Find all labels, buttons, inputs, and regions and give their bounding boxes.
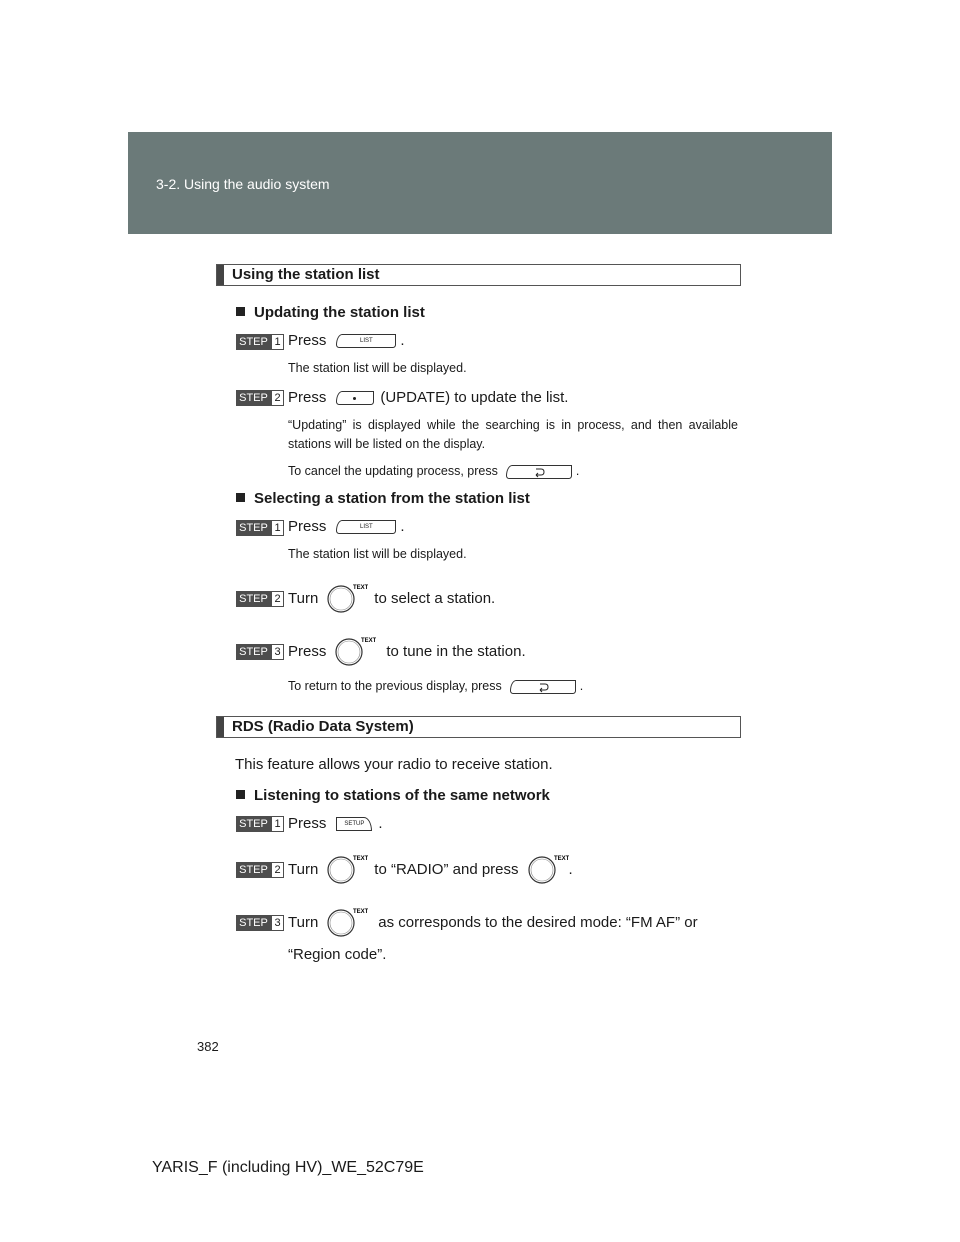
square-bullet-icon: [236, 307, 245, 316]
step-label: STEP: [236, 591, 271, 607]
svg-text:TEXT: TEXT: [353, 909, 369, 915]
instruction-text: Press: [288, 642, 327, 660]
step-number: 1: [271, 334, 284, 350]
instruction-text: as corresponds to the desired mode: “FM AF” or: [378, 913, 698, 931]
model-code: YARIS_F (including HV)_WE_52C79E: [152, 1159, 424, 1176]
step-instruction-continued: “Region code”.: [288, 946, 387, 963]
tune-knob-icon: [527, 853, 569, 885]
square-bullet-icon: [236, 790, 245, 799]
instruction-text: to “RADIO” and press: [374, 860, 519, 878]
note-text: “Updating” is displayed while the searching is in process, and then available stations will be listed on the display.: [288, 418, 738, 451]
subheading-text: Selecting a station from the station list: [254, 490, 530, 507]
svg-text:TEXT: TEXT: [353, 856, 369, 862]
step-number: 2: [271, 862, 284, 878]
subheading-text: Updating the station list: [254, 304, 425, 321]
note-text: [288, 462, 579, 481]
step-badge: [236, 591, 284, 607]
note-text-part: To return to the previous display, press: [288, 679, 502, 693]
section-heading-rds: [216, 716, 741, 738]
step-number: 2: [271, 390, 284, 406]
step-number: 3: [271, 915, 284, 931]
step-badge: [236, 520, 284, 536]
heading-bar: [217, 265, 224, 285]
step-instruction: [288, 332, 405, 349]
step-badge: [236, 390, 284, 406]
instruction-text: to tune in the station.: [386, 642, 526, 660]
note-text: The station list will be displayed.: [288, 361, 467, 375]
step-label: STEP: [236, 390, 271, 406]
tune-knob-icon: [326, 906, 368, 938]
instruction-text: Press: [288, 389, 327, 406]
step-badge: [236, 816, 284, 832]
instruction-text: (UPDATE) to update the list.: [380, 389, 569, 406]
instruction-text: Press: [288, 332, 327, 349]
back-button-icon: [510, 680, 576, 694]
step-number: 3: [271, 644, 284, 660]
tune-knob-icon: [326, 853, 368, 885]
instruction-text: Press: [288, 518, 327, 535]
step-instruction: [288, 635, 526, 667]
step-label: STEP: [236, 915, 271, 931]
instruction-text: .: [400, 518, 405, 535]
page-number: 382: [197, 1039, 219, 1054]
step-instruction: [288, 853, 573, 885]
step-badge: [236, 644, 284, 660]
note-text: [288, 677, 583, 696]
step-number: 1: [271, 816, 284, 832]
heading-text: RDS (Radio Data System): [232, 718, 414, 735]
step-instruction: [288, 906, 698, 938]
step-instruction: [288, 518, 405, 535]
tune-knob-icon: [326, 582, 368, 614]
note-text-part: .: [575, 464, 580, 478]
instruction-text: Press: [288, 815, 327, 832]
svg-text:TEXT: TEXT: [353, 585, 369, 591]
svg-text:TEXT: TEXT: [553, 856, 569, 862]
step-instruction: [288, 815, 383, 832]
instruction-text: .: [568, 860, 573, 878]
dot-button-icon: [336, 391, 374, 405]
heading-bar: [217, 717, 224, 737]
step-label: STEP: [236, 644, 271, 660]
instruction-text: Turn: [288, 589, 319, 607]
setup-button-icon: SETUP: [336, 817, 372, 831]
instruction-text: .: [400, 332, 405, 349]
list-button-icon: LIST: [336, 334, 396, 348]
list-button-icon: LIST: [336, 520, 396, 534]
section-label: 3-2. Using the audio system: [156, 176, 330, 192]
step-label: STEP: [236, 334, 271, 350]
step-label: STEP: [236, 816, 271, 832]
note-text-part: .: [579, 679, 584, 693]
step-label: STEP: [236, 862, 271, 878]
tune-knob-icon: [334, 635, 376, 667]
subheading-text: Listening to stations of the same network: [254, 787, 550, 804]
section-heading-station-list: [216, 264, 741, 286]
note-text: The station list will be displayed.: [288, 547, 467, 561]
note-text-part: To cancel the updating process, press: [288, 464, 498, 478]
step-instruction: [288, 582, 495, 614]
step-badge: [236, 334, 284, 350]
instruction-text: to select a station.: [374, 589, 496, 607]
step-label: STEP: [236, 520, 271, 536]
svg-text:TEXT: TEXT: [361, 638, 377, 644]
subheading-same-network: [236, 787, 550, 804]
back-button-icon: [506, 465, 572, 479]
subheading-updating: [236, 304, 425, 321]
subheading-selecting: [236, 490, 530, 507]
step-instruction: [288, 389, 568, 406]
step-number: 1: [271, 520, 284, 536]
step-badge: [236, 915, 284, 931]
heading-text: Using the station list: [232, 266, 380, 283]
step-badge: [236, 862, 284, 878]
instruction-text: Turn: [288, 860, 319, 878]
intro-text: This feature allows your radio to receive station.: [235, 756, 553, 773]
square-bullet-icon: [236, 493, 245, 502]
instruction-text: .: [378, 815, 383, 832]
instruction-text: Turn: [288, 913, 319, 931]
step-number: 2: [271, 591, 284, 607]
